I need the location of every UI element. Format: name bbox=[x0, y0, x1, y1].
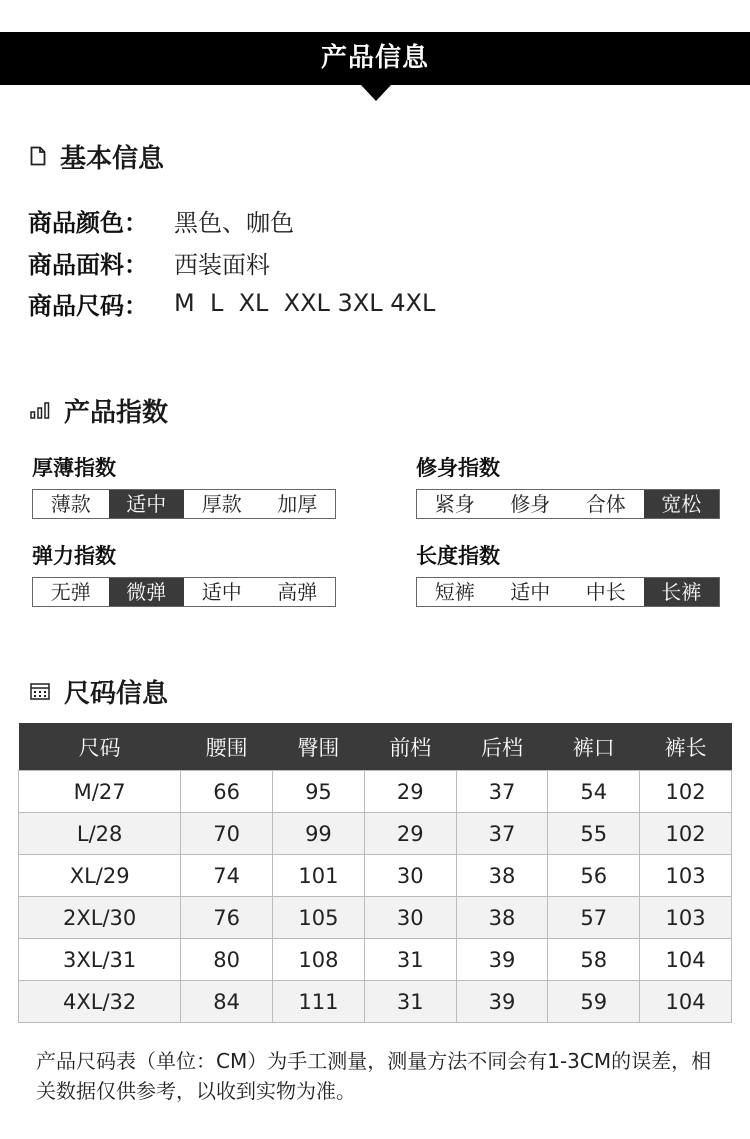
index-option-selected: 适中 bbox=[109, 490, 185, 518]
info-value: 黑色、咖色 bbox=[174, 208, 294, 237]
header-banner bbox=[0, 32, 750, 85]
index-thickness bbox=[32, 453, 336, 519]
column-header: 前档 bbox=[364, 723, 456, 771]
table-cell: 59 bbox=[548, 981, 640, 1023]
table-cell: 111 bbox=[273, 981, 365, 1023]
table-cell: 39 bbox=[456, 981, 548, 1023]
size-table bbox=[18, 723, 732, 1023]
table-cell: 103 bbox=[640, 897, 732, 939]
index-option: 紧身 bbox=[434, 492, 475, 516]
table-row bbox=[19, 813, 732, 855]
table-cell: 70 bbox=[181, 813, 273, 855]
column-header: 臀围 bbox=[273, 723, 365, 771]
table-cell: 66 bbox=[181, 771, 273, 813]
table-cell: 54 bbox=[548, 771, 640, 813]
column-header: 尺码 bbox=[19, 723, 181, 771]
table-cell: 56 bbox=[548, 855, 640, 897]
info-label: 商品尺码： bbox=[28, 291, 148, 320]
table-cell: 95 bbox=[273, 771, 365, 813]
document-icon bbox=[30, 146, 46, 166]
table-cell: 76 bbox=[181, 897, 273, 939]
table-cell: 58 bbox=[548, 939, 640, 981]
table-cell: 55 bbox=[548, 813, 640, 855]
table-cell: 30 bbox=[364, 855, 456, 897]
index-label: 厚薄指数 bbox=[32, 456, 116, 480]
info-label: 商品面料： bbox=[28, 250, 148, 279]
table-cell: 29 bbox=[364, 771, 456, 813]
table-cell: 37 bbox=[456, 813, 548, 855]
index-option: 中长 bbox=[585, 580, 626, 604]
index-option-selected: 微弹 bbox=[109, 578, 185, 606]
column-header: 裤长 bbox=[640, 723, 732, 771]
table-cell: 31 bbox=[364, 981, 456, 1023]
table-cell: 104 bbox=[640, 939, 732, 981]
index-option: 薄款 bbox=[50, 492, 91, 516]
banner-title: 产品信息 bbox=[320, 43, 429, 73]
table-cell: L/28 bbox=[19, 813, 181, 855]
table-cell: 31 bbox=[364, 939, 456, 981]
index-option: 合体 bbox=[585, 492, 626, 516]
bar-chart-icon bbox=[30, 401, 50, 419]
table-cell: 74 bbox=[181, 855, 273, 897]
index-option: 修身 bbox=[510, 492, 551, 516]
table-cell: XL/29 bbox=[19, 855, 181, 897]
table-cell: M/27 bbox=[19, 771, 181, 813]
table-row bbox=[19, 897, 732, 939]
table-cell: 103 bbox=[640, 855, 732, 897]
banner-arrow-icon bbox=[361, 85, 391, 101]
product-index-title: 产品指数 bbox=[64, 397, 169, 428]
index-option-selected: 宽松 bbox=[644, 490, 720, 518]
table-cell: 38 bbox=[456, 855, 548, 897]
product-index-heading bbox=[30, 393, 168, 427]
table-cell: 84 bbox=[181, 981, 273, 1023]
info-value: M L XL XXL 3XL 4XL bbox=[174, 289, 436, 317]
index-option: 高弹 bbox=[277, 580, 318, 604]
index-label: 长度指数 bbox=[416, 544, 500, 568]
column-header: 裤口 bbox=[548, 723, 640, 771]
table-cell: 102 bbox=[640, 813, 732, 855]
table-cell: 38 bbox=[456, 897, 548, 939]
table-cell: 80 bbox=[181, 939, 273, 981]
calendar-grid-icon bbox=[30, 682, 50, 700]
index-option: 厚款 bbox=[201, 492, 242, 516]
index-option: 适中 bbox=[201, 580, 242, 604]
info-value: 西装面料 bbox=[174, 250, 270, 279]
column-header: 后档 bbox=[456, 723, 548, 771]
table-cell: 57 bbox=[548, 897, 640, 939]
table-cell: 108 bbox=[273, 939, 365, 981]
table-cell: 105 bbox=[273, 897, 365, 939]
index-option: 短裤 bbox=[434, 580, 475, 604]
index-length bbox=[416, 541, 720, 607]
table-cell: 3XL/31 bbox=[19, 939, 181, 981]
table-cell: 29 bbox=[364, 813, 456, 855]
basic-info-heading bbox=[30, 139, 164, 173]
size-table-header bbox=[19, 723, 732, 771]
index-scale bbox=[416, 577, 720, 607]
table-cell: 37 bbox=[456, 771, 548, 813]
table-cell: 4XL/32 bbox=[19, 981, 181, 1023]
size-info-heading bbox=[30, 674, 168, 708]
table-row bbox=[19, 771, 732, 813]
table-cell: 39 bbox=[456, 939, 548, 981]
size-info-title: 尺码信息 bbox=[64, 678, 169, 709]
table-cell: 30 bbox=[364, 897, 456, 939]
index-stretch bbox=[32, 541, 336, 607]
table-cell: 104 bbox=[640, 981, 732, 1023]
table-cell: 99 bbox=[273, 813, 365, 855]
column-header: 腰围 bbox=[181, 723, 273, 771]
index-option: 适中 bbox=[510, 580, 551, 604]
index-option-selected: 长裤 bbox=[644, 578, 720, 606]
index-label: 修身指数 bbox=[416, 456, 500, 480]
size-note: 产品尺码表（单位：CM）为手工测量，测量方法不同会有1-3CM的误差，相关数据仅供参考，以收到实物为准。 bbox=[36, 1049, 712, 1103]
table-cell: 102 bbox=[640, 771, 732, 813]
table-row bbox=[19, 939, 732, 981]
table-cell: 2XL/30 bbox=[19, 897, 181, 939]
index-fit bbox=[416, 453, 720, 519]
info-row-sizes bbox=[28, 286, 435, 320]
table-row bbox=[19, 981, 732, 1023]
index-scale bbox=[32, 489, 336, 519]
table-row bbox=[19, 855, 732, 897]
index-label: 弹力指数 bbox=[32, 544, 116, 568]
index-scale bbox=[416, 489, 720, 519]
info-label: 商品颜色： bbox=[28, 208, 148, 237]
index-option: 无弹 bbox=[50, 580, 91, 604]
index-option: 加厚 bbox=[277, 492, 318, 516]
basic-info-title: 基本信息 bbox=[60, 143, 165, 174]
info-row-color bbox=[28, 203, 294, 237]
index-scale bbox=[32, 577, 336, 607]
info-row-fabric bbox=[28, 245, 270, 279]
table-cell: 101 bbox=[273, 855, 365, 897]
